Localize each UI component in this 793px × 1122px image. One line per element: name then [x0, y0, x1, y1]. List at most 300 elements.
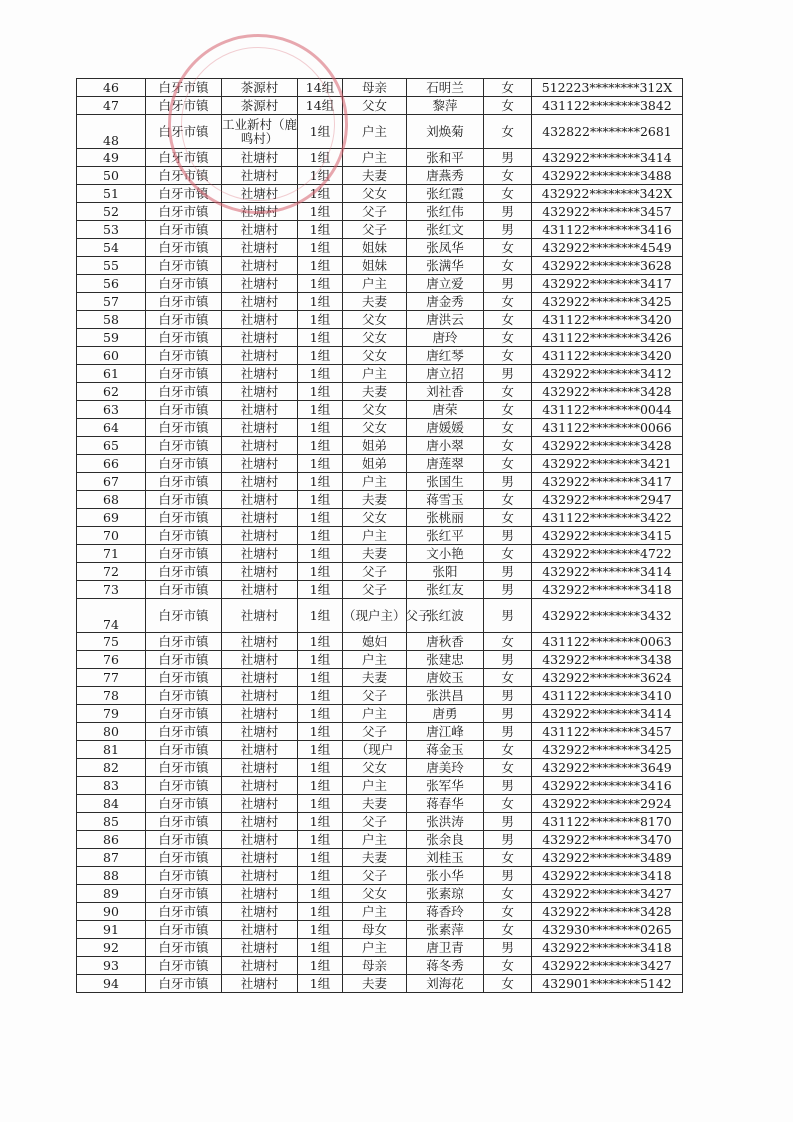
town-cell: 白牙市镇: [146, 831, 222, 849]
id-number-cell: 431122********3420: [532, 311, 683, 329]
town-cell: 白牙市镇: [146, 203, 222, 221]
town-cell: 白牙市镇: [146, 293, 222, 311]
row-number: 80: [77, 723, 146, 741]
group-cell: 1组: [298, 221, 343, 239]
group-cell: 1组: [298, 903, 343, 921]
row-number: 59: [77, 329, 146, 347]
group-cell: 1组: [298, 741, 343, 759]
group-cell: 1组: [298, 437, 343, 455]
relation-cell: 夫妻: [343, 383, 407, 401]
town-cell: 白牙市镇: [146, 687, 222, 705]
name-cell: 张红平: [407, 527, 484, 545]
group-cell: 1组: [298, 401, 343, 419]
table-row: [77, 419, 683, 437]
name-cell: 唐小翠: [407, 437, 484, 455]
table-row: [77, 275, 683, 293]
village-cell: 社塘村: [222, 509, 298, 527]
table-row: [77, 921, 683, 939]
relation-cell: 父子: [343, 723, 407, 741]
roster-table: [76, 78, 683, 993]
relation-cell: 姐妹: [343, 239, 407, 257]
table-row: [77, 383, 683, 401]
village-cell: 社塘村: [222, 311, 298, 329]
town-cell: 白牙市镇: [146, 115, 222, 149]
town-cell: 白牙市镇: [146, 705, 222, 723]
village-cell: 社塘村: [222, 777, 298, 795]
row-number: 58: [77, 311, 146, 329]
row-number: 72: [77, 563, 146, 581]
group-cell: 1组: [298, 957, 343, 975]
village-cell: 社塘村: [222, 795, 298, 813]
table-row: [77, 633, 683, 651]
town-cell: 白牙市镇: [146, 509, 222, 527]
town-cell: 白牙市镇: [146, 759, 222, 777]
relation-cell: 父女: [343, 509, 407, 527]
id-number-cell: 432922********3428: [532, 903, 683, 921]
town-cell: 白牙市镇: [146, 97, 222, 115]
relation-cell: 夫妻: [343, 293, 407, 311]
name-cell: 黎萍: [407, 97, 484, 115]
village-cell: 社塘村: [222, 491, 298, 509]
town-cell: 白牙市镇: [146, 167, 222, 185]
town-cell: 白牙市镇: [146, 849, 222, 867]
gender-cell: 女: [484, 545, 532, 563]
id-number-cell: 431122********3422: [532, 509, 683, 527]
town-cell: 白牙市镇: [146, 723, 222, 741]
relation-cell: 姐弟: [343, 455, 407, 473]
village-cell: 茶源村: [222, 79, 298, 97]
group-cell: 1组: [298, 581, 343, 599]
town-cell: 白牙市镇: [146, 741, 222, 759]
id-number-cell: 432922********3489: [532, 849, 683, 867]
id-number-cell: 432922********3488: [532, 167, 683, 185]
gender-cell: 女: [484, 633, 532, 651]
town-cell: 白牙市镇: [146, 491, 222, 509]
name-cell: 唐玲: [407, 329, 484, 347]
village-cell: 社塘村: [222, 185, 298, 203]
name-cell: 张红伟: [407, 203, 484, 221]
group-cell: 1组: [298, 115, 343, 149]
table-row: [77, 347, 683, 365]
name-cell: 唐燕秀: [407, 167, 484, 185]
name-cell: 蒋金玉: [407, 741, 484, 759]
group-cell: 1组: [298, 545, 343, 563]
row-number: 50: [77, 167, 146, 185]
relation-cell: 户主: [343, 473, 407, 491]
row-number: 62: [77, 383, 146, 401]
group-cell: 1组: [298, 867, 343, 885]
name-cell: 张凤华: [407, 239, 484, 257]
gender-cell: 女: [484, 741, 532, 759]
table-row: [77, 777, 683, 795]
name-cell: 刘海花: [407, 975, 484, 993]
id-number-cell: 432922********3470: [532, 831, 683, 849]
gender-cell: 女: [484, 293, 532, 311]
row-number: 70: [77, 527, 146, 545]
relation-cell: 夫妻: [343, 167, 407, 185]
id-number-cell: 432901********5142: [532, 975, 683, 993]
id-number-cell: 431122********3457: [532, 723, 683, 741]
village-cell: 社塘村: [222, 957, 298, 975]
gender-cell: 女: [484, 79, 532, 97]
gender-cell: 女: [484, 329, 532, 347]
village-cell: 社塘村: [222, 167, 298, 185]
town-cell: 白牙市镇: [146, 599, 222, 633]
town-cell: 白牙市镇: [146, 669, 222, 687]
gender-cell: 女: [484, 311, 532, 329]
table-row: [77, 239, 683, 257]
name-cell: 张洪昌: [407, 687, 484, 705]
row-number: 52: [77, 203, 146, 221]
town-cell: 白牙市镇: [146, 311, 222, 329]
relation-cell: 父子: [343, 563, 407, 581]
gender-cell: 女: [484, 167, 532, 185]
id-number-cell: 431122********3842: [532, 97, 683, 115]
row-number: 75: [77, 633, 146, 651]
row-number: 85: [77, 813, 146, 831]
id-number-cell: 431122********3426: [532, 329, 683, 347]
table-row: [77, 599, 683, 633]
name-cell: 张桃丽: [407, 509, 484, 527]
id-number-cell: 432922********4722: [532, 545, 683, 563]
relation-cell: 父子: [343, 203, 407, 221]
gender-cell: 男: [484, 563, 532, 581]
row-number: 68: [77, 491, 146, 509]
row-number: 84: [77, 795, 146, 813]
relation-cell: 夫妻: [343, 491, 407, 509]
relation-cell: 夫妻: [343, 669, 407, 687]
table-row: [77, 939, 683, 957]
row-number: 57: [77, 293, 146, 311]
name-cell: 唐媛媛: [407, 419, 484, 437]
id-number-cell: 432922********3414: [532, 705, 683, 723]
group-cell: 1组: [298, 293, 343, 311]
gender-cell: 女: [484, 669, 532, 687]
id-number-cell: 432922********3425: [532, 741, 683, 759]
town-cell: 白牙市镇: [146, 185, 222, 203]
village-cell: 社塘村: [222, 885, 298, 903]
town-cell: 白牙市镇: [146, 383, 222, 401]
relation-cell: （现户主）父子: [343, 599, 407, 633]
name-cell: 蒋冬秀: [407, 957, 484, 975]
name-cell: 唐金秀: [407, 293, 484, 311]
relation-cell: 父子: [343, 581, 407, 599]
row-number: 71: [77, 545, 146, 563]
group-cell: 1组: [298, 311, 343, 329]
town-cell: 白牙市镇: [146, 149, 222, 167]
row-number: 67: [77, 473, 146, 491]
name-cell: 张国生: [407, 473, 484, 491]
table-row: [77, 831, 683, 849]
group-cell: 1组: [298, 975, 343, 993]
relation-cell: 夫妻: [343, 849, 407, 867]
gender-cell: 女: [484, 491, 532, 509]
town-cell: 白牙市镇: [146, 257, 222, 275]
table-row: [77, 545, 683, 563]
gender-cell: 女: [484, 401, 532, 419]
id-number-cell: 432922********3414: [532, 563, 683, 581]
relation-cell: 夫妻: [343, 975, 407, 993]
gender-cell: 男: [484, 651, 532, 669]
gender-cell: 男: [484, 275, 532, 293]
table-row: [77, 563, 683, 581]
table-row: [77, 149, 683, 167]
id-number-cell: 432922********342X: [532, 185, 683, 203]
village-cell: 社塘村: [222, 401, 298, 419]
group-cell: 1组: [298, 149, 343, 167]
group-cell: 1组: [298, 527, 343, 545]
group-cell: 1组: [298, 705, 343, 723]
row-number: 90: [77, 903, 146, 921]
town-cell: 白牙市镇: [146, 885, 222, 903]
village-cell: 社塘村: [222, 545, 298, 563]
id-number-cell: 432922********3418: [532, 581, 683, 599]
id-number-cell: 432922********3428: [532, 437, 683, 455]
gender-cell: 女: [484, 97, 532, 115]
group-cell: 1组: [298, 185, 343, 203]
village-cell: 社塘村: [222, 759, 298, 777]
gender-cell: 男: [484, 203, 532, 221]
group-cell: 14组: [298, 97, 343, 115]
relation-cell: 母女: [343, 921, 407, 939]
gender-cell: 男: [484, 777, 532, 795]
row-number: 47: [77, 97, 146, 115]
table-row: [77, 651, 683, 669]
group-cell: 1组: [298, 795, 343, 813]
gender-cell: 女: [484, 115, 532, 149]
id-number-cell: 431122********0063: [532, 633, 683, 651]
relation-cell: 父子: [343, 813, 407, 831]
row-number: 76: [77, 651, 146, 669]
name-cell: 唐江峰: [407, 723, 484, 741]
relation-cell: 父子: [343, 867, 407, 885]
gender-cell: 男: [484, 581, 532, 599]
row-number: 94: [77, 975, 146, 993]
name-cell: 唐勇: [407, 705, 484, 723]
name-cell: 张红文: [407, 221, 484, 239]
row-number: 81: [77, 741, 146, 759]
relation-cell: 母亲: [343, 79, 407, 97]
table-row: [77, 97, 683, 115]
relation-cell: 户主: [343, 705, 407, 723]
village-cell: 社塘村: [222, 293, 298, 311]
roster-body: [77, 79, 683, 993]
row-number: 92: [77, 939, 146, 957]
group-cell: 1组: [298, 651, 343, 669]
group-cell: 1组: [298, 329, 343, 347]
town-cell: 白牙市镇: [146, 957, 222, 975]
gender-cell: 女: [484, 383, 532, 401]
relation-cell: 夫妻: [343, 545, 407, 563]
gender-cell: 女: [484, 885, 532, 903]
gender-cell: 女: [484, 759, 532, 777]
village-cell: 茶源村: [222, 97, 298, 115]
table-row: [77, 669, 683, 687]
table-row: [77, 257, 683, 275]
id-number-cell: 432922********3412: [532, 365, 683, 383]
id-number-cell: 432922********3649: [532, 759, 683, 777]
relation-cell: 户主: [343, 115, 407, 149]
town-cell: 白牙市镇: [146, 651, 222, 669]
relation-cell: 母亲: [343, 957, 407, 975]
relation-cell: （现户: [343, 741, 407, 759]
row-number: 91: [77, 921, 146, 939]
village-cell: 社塘村: [222, 867, 298, 885]
row-number: 88: [77, 867, 146, 885]
table-row: [77, 581, 683, 599]
group-cell: 1组: [298, 849, 343, 867]
table-row: [77, 813, 683, 831]
row-number: 65: [77, 437, 146, 455]
id-number-cell: 432922********3427: [532, 957, 683, 975]
town-cell: 白牙市镇: [146, 795, 222, 813]
village-cell: 社塘村: [222, 437, 298, 455]
name-cell: 刘社香: [407, 383, 484, 401]
name-cell: 张红友: [407, 581, 484, 599]
table-row: [77, 401, 683, 419]
name-cell: 张余良: [407, 831, 484, 849]
relation-cell: 户主: [343, 149, 407, 167]
relation-cell: 媳妇: [343, 633, 407, 651]
id-number-cell: 512223********312X: [532, 79, 683, 97]
id-number-cell: 432922********4549: [532, 239, 683, 257]
name-cell: 张红波: [407, 599, 484, 633]
table-row: [77, 167, 683, 185]
name-cell: 唐美玲: [407, 759, 484, 777]
name-cell: 唐红琴: [407, 347, 484, 365]
village-cell: 社塘村: [222, 239, 298, 257]
row-number: 55: [77, 257, 146, 275]
town-cell: 白牙市镇: [146, 221, 222, 239]
gender-cell: 女: [484, 239, 532, 257]
relation-cell: 父女: [343, 419, 407, 437]
town-cell: 白牙市镇: [146, 813, 222, 831]
id-number-cell: 431122********0044: [532, 401, 683, 419]
table-row: [77, 741, 683, 759]
town-cell: 白牙市镇: [146, 975, 222, 993]
table-row: [77, 473, 683, 491]
name-cell: 张满华: [407, 257, 484, 275]
relation-cell: 父子: [343, 687, 407, 705]
group-cell: 1组: [298, 939, 343, 957]
village-cell: 社塘村: [222, 563, 298, 581]
gender-cell: 男: [484, 365, 532, 383]
id-number-cell: 431122********8170: [532, 813, 683, 831]
id-number-cell: 432922********3425: [532, 293, 683, 311]
table-row: [77, 795, 683, 813]
row-number: 89: [77, 885, 146, 903]
gender-cell: 男: [484, 473, 532, 491]
group-cell: 1组: [298, 383, 343, 401]
id-number-cell: 431122********3420: [532, 347, 683, 365]
relation-cell: 户主: [343, 903, 407, 921]
town-cell: 白牙市镇: [146, 903, 222, 921]
town-cell: 白牙市镇: [146, 563, 222, 581]
table-row: [77, 723, 683, 741]
town-cell: 白牙市镇: [146, 473, 222, 491]
village-cell: 社塘村: [222, 813, 298, 831]
gender-cell: 男: [484, 813, 532, 831]
name-cell: 唐立招: [407, 365, 484, 383]
row-number: 86: [77, 831, 146, 849]
id-number-cell: 431122********3416: [532, 221, 683, 239]
row-number: 53: [77, 221, 146, 239]
group-cell: 1组: [298, 239, 343, 257]
table-row: [77, 885, 683, 903]
table-row: [77, 311, 683, 329]
relation-cell: 父女: [343, 347, 407, 365]
group-cell: 1组: [298, 365, 343, 383]
town-cell: 白牙市镇: [146, 939, 222, 957]
row-number: 60: [77, 347, 146, 365]
name-cell: 张阳: [407, 563, 484, 581]
row-number: 73: [77, 581, 146, 599]
name-cell: 张素萍: [407, 921, 484, 939]
row-number: 51: [77, 185, 146, 203]
table-row: [77, 437, 683, 455]
village-cell: 社塘村: [222, 939, 298, 957]
name-cell: 刘焕菊: [407, 115, 484, 149]
gender-cell: 女: [484, 419, 532, 437]
row-number: 63: [77, 401, 146, 419]
row-number: 54: [77, 239, 146, 257]
id-number-cell: 432922********3421: [532, 455, 683, 473]
group-cell: 1组: [298, 723, 343, 741]
id-number-cell: 432922********3427: [532, 885, 683, 903]
group-cell: 1组: [298, 419, 343, 437]
row-number: 64: [77, 419, 146, 437]
gender-cell: 男: [484, 705, 532, 723]
name-cell: 唐姣玉: [407, 669, 484, 687]
name-cell: 刘桂玉: [407, 849, 484, 867]
village-cell: 社塘村: [222, 221, 298, 239]
name-cell: 蒋雪玉: [407, 491, 484, 509]
group-cell: 1组: [298, 275, 343, 293]
group-cell: 1组: [298, 509, 343, 527]
relation-cell: 姐妹: [343, 257, 407, 275]
relation-cell: 父女: [343, 311, 407, 329]
town-cell: 白牙市镇: [146, 239, 222, 257]
table-row: [77, 455, 683, 473]
village-cell: 社塘村: [222, 347, 298, 365]
village-cell: 社塘村: [222, 741, 298, 759]
gender-cell: 男: [484, 149, 532, 167]
table-row: [77, 221, 683, 239]
village-cell: 社塘村: [222, 849, 298, 867]
name-cell: 张建忠: [407, 651, 484, 669]
group-cell: 1组: [298, 885, 343, 903]
group-cell: 1组: [298, 491, 343, 509]
gender-cell: 男: [484, 831, 532, 849]
name-cell: 张军华: [407, 777, 484, 795]
gender-cell: 女: [484, 903, 532, 921]
table-row: [77, 527, 683, 545]
gender-cell: 男: [484, 723, 532, 741]
gender-cell: 女: [484, 957, 532, 975]
table-row: [77, 759, 683, 777]
gender-cell: 男: [484, 527, 532, 545]
group-cell: 14组: [298, 79, 343, 97]
gender-cell: 女: [484, 509, 532, 527]
town-cell: 白牙市镇: [146, 347, 222, 365]
id-number-cell: 432922********3438: [532, 651, 683, 669]
town-cell: 白牙市镇: [146, 921, 222, 939]
row-number: 74: [77, 599, 146, 633]
town-cell: 白牙市镇: [146, 527, 222, 545]
relation-cell: 户主: [343, 777, 407, 795]
village-cell: 社塘村: [222, 831, 298, 849]
gender-cell: 女: [484, 975, 532, 993]
